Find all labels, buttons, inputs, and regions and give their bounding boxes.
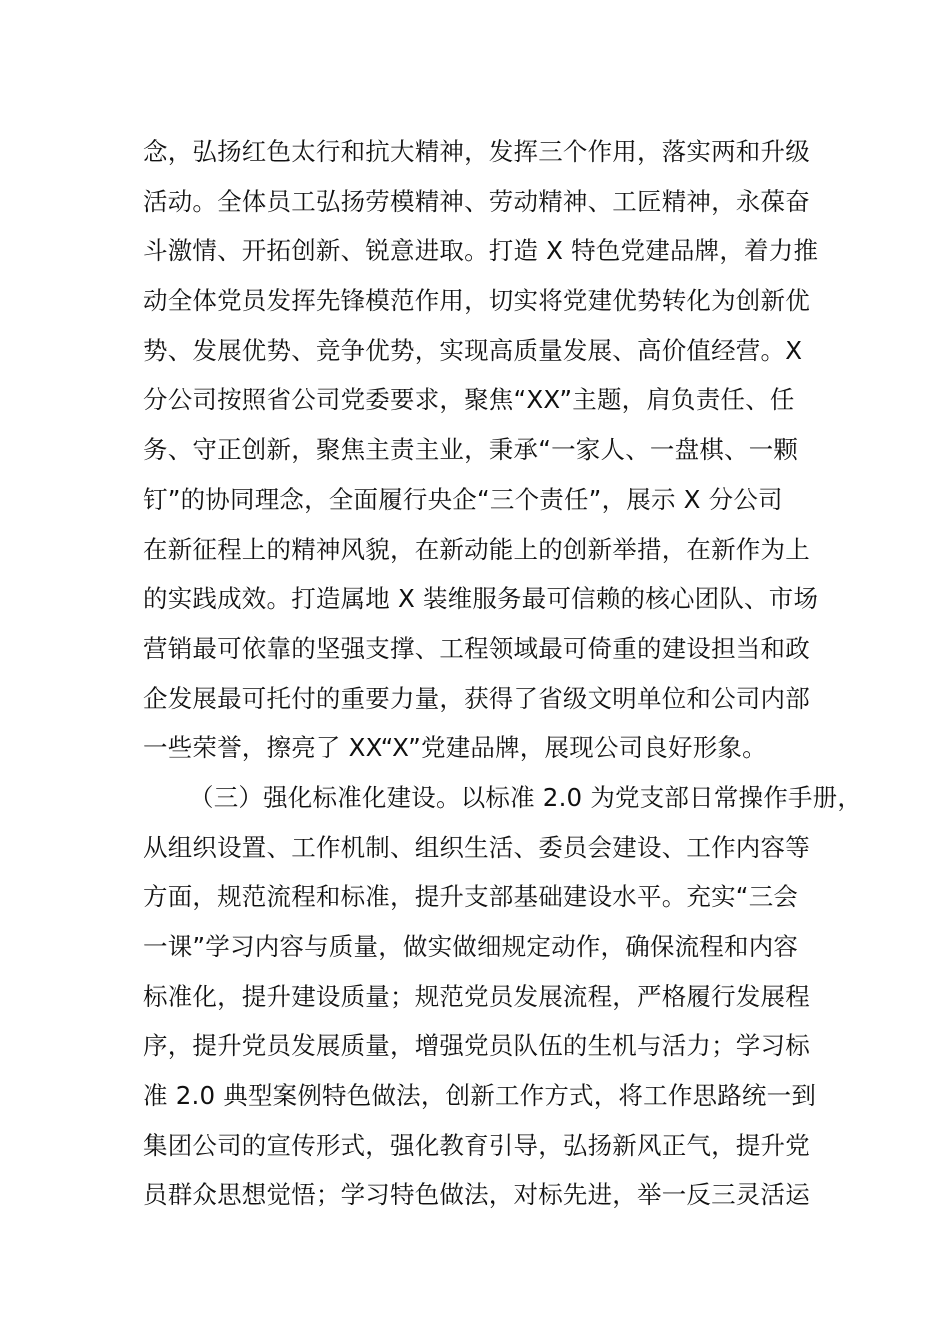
section-heading-line: （三）强化标准化建设。以标准 2.0 为党支部日常操作手册， <box>189 782 863 812</box>
body-text <box>143 127 863 1220</box>
text-line: 一些荣誉，擦亮了 XX“X”党建品牌，展现公司良好形象。 <box>143 733 767 763</box>
text-line: 念，弘扬红色太行和抗大精神，发挥三个作用，落实两和升级 <box>143 137 810 166</box>
text-line: 从组织设置、工作机制、组织生活、委员会建设、工作内容等 <box>143 832 810 862</box>
text-line: 务、守正创新，聚焦主责主业，秉承“一家人、一盘棋、一颗 <box>143 435 799 465</box>
text-line: 企发展最可托付的重要力量，获得了省级文明单位和公司内部 <box>143 683 810 713</box>
text-line: 钉”的协同理念，全面履行央企“三个责任”，展示 X 分公司 <box>143 484 783 514</box>
text-line: 动全体党员发挥先锋模范作用，切实将党建优势转化为创新优 <box>143 286 810 316</box>
text-line: 势、发展优势、竞争优势，实现高质量发展、高价值经营。X <box>143 335 803 365</box>
text-line: 序，提升党员发展质量，增强党员队伍的生机与活力；学习标 <box>143 1031 810 1061</box>
text-line: 准 2.0 典型案例特色做法，创新工作方式，将工作思路统一到 <box>143 1081 817 1111</box>
text-line: 斗激情、开拓创新、锐意进取。打造 X 特色党建品牌，着力推 <box>143 236 819 266</box>
text-line: 活动。全体员工弘扬劳模精神、劳动精神、工匠精神，永葆奋 <box>143 186 810 216</box>
text-line: 的实践成效。打造属地 X 装维服务最可信赖的核心团队、市场 <box>143 584 819 614</box>
text-line: 分公司按照省公司党委要求，聚焦“XX”主题，肩负责任、任 <box>143 385 795 415</box>
text-line: 员群众思想觉悟；学习特色做法，对标先进，举一反三灵活运 <box>143 1180 810 1210</box>
text-line: 一课”学习内容与质量，做实做细规定动作，确保流程和内容 <box>143 932 799 961</box>
text-line: 在新征程上的精神风貌，在新动能上的创新举措，在新作为上 <box>143 534 810 564</box>
text-line: 标准化，提升建设质量；规范党员发展流程，严格履行发展程 <box>143 981 810 1011</box>
text-line: 方面，规范流程和标准，提升支部基础建设水平。充实“三会 <box>143 882 799 912</box>
text-line: 集团公司的宣传形式，强化教育引导，弘扬新风正气，提升党 <box>143 1130 810 1160</box>
text-line: 营销最可依靠的坚强支撑、工程领域最可倚重的建设担当和政 <box>143 633 810 663</box>
